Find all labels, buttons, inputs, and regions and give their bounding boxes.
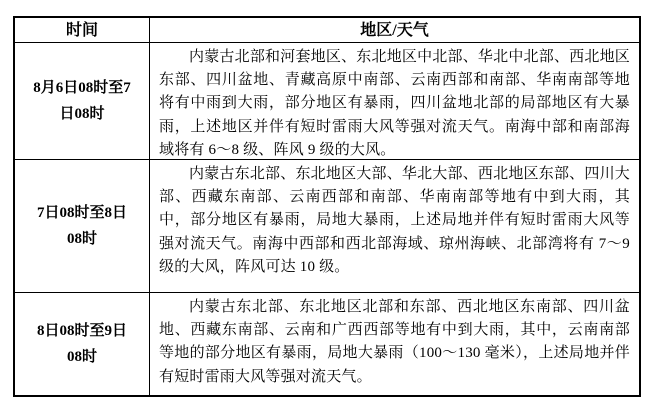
table-row xyxy=(15,160,639,293)
weather-forecast-table xyxy=(13,16,641,397)
time-line: 8月6日08时至7 xyxy=(33,80,131,96)
time-line: 08时 xyxy=(66,231,97,247)
forecast-text: 内蒙古东北部、东北地区大部、华北大部、西北地区东部、四川大部、西藏东南部、云南西部和南部、华南南部等地有中到大雨，其中，部分地区有暴雨，局地大暴雨，上述局地并伴有短时雷雨大风等强对流天气。南海中西部和西北部海域、琼州海峡、北部湾将有 7～9 级的大风，阵风可达 10 级。 xyxy=(159,166,630,275)
forecast-cell xyxy=(150,160,639,292)
time-line: 08时 xyxy=(66,349,97,365)
time-line: 日08时 xyxy=(59,106,105,122)
table-header-row xyxy=(15,18,639,43)
forecast-cell xyxy=(150,293,639,395)
column-header-time: 时间 xyxy=(15,18,150,42)
time-line: 8日08时至9日 xyxy=(36,323,127,339)
forecast-text: 内蒙古北部和河套地区、东北地区中北部、华北中北部、西北地区东部、四川盆地、青藏高原中南部、云南西部和南部、华南南部等地将有中雨到大雨，部分地区有暴雨，四川盆地北部的局部地区有大暴雨，上述地区并伴有短时雷雨大风等强对流天气。南海中部和南部海域将有 6～8 级、阵风 9 级的大风。 xyxy=(159,49,630,158)
time-cell xyxy=(15,293,150,395)
time-cell xyxy=(15,43,150,159)
table-row xyxy=(15,43,639,160)
forecast-text: 内蒙古东北部、东北地区北部和东部、西北地区东南部、四川盆地、西藏东南部、云南和广西西部等地有中到大雨，其中，云南南部等地的部分地区有暴雨，局地大暴雨（100～130 毫米），上述局地并伴有短时雷雨大风等强对流天气。 xyxy=(159,299,630,385)
time-cell xyxy=(15,160,150,292)
forecast-cell xyxy=(150,43,639,159)
column-header-region-weather: 地区/天气 xyxy=(360,21,429,39)
time-line: 7日08时至8日 xyxy=(36,205,127,221)
table-row xyxy=(15,293,639,395)
